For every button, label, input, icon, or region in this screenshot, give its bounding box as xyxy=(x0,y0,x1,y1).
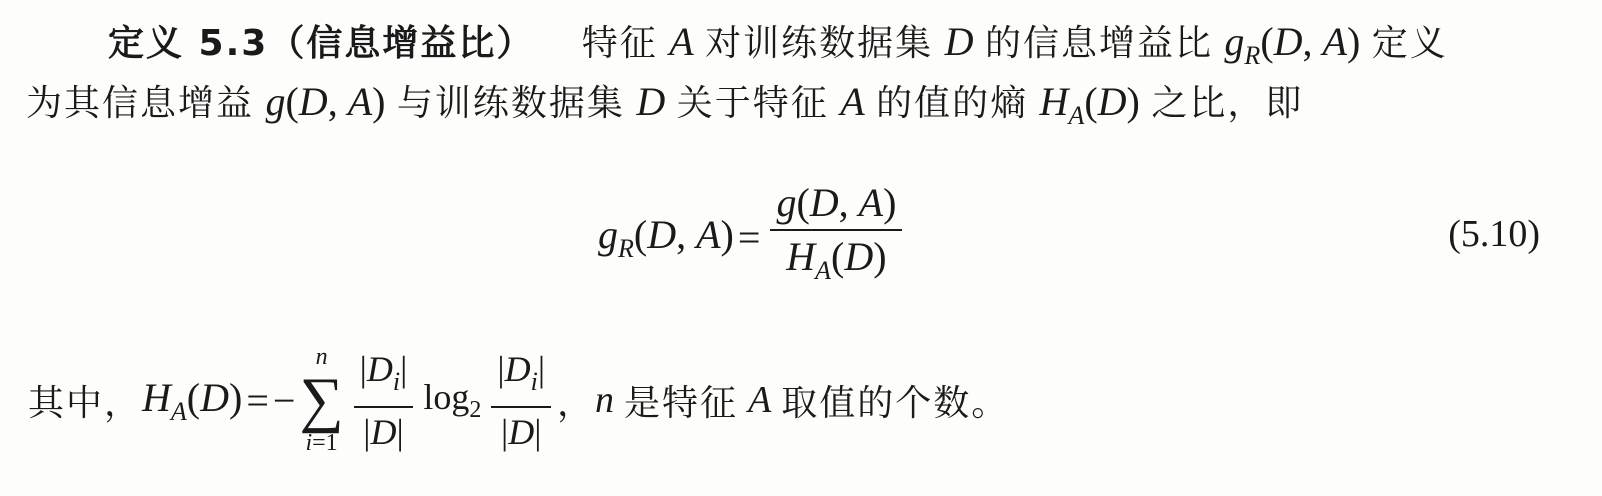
symbol-D: D xyxy=(636,79,666,124)
gain-ratio-equation xyxy=(598,182,908,292)
symbol-n: n xyxy=(595,379,615,421)
equals-sign: = xyxy=(737,214,761,260)
where-suffix-c: 取值的个数。 xyxy=(781,382,1010,424)
where-prefix: 其中， xyxy=(28,382,143,424)
symbol-A: A xyxy=(748,379,772,421)
sum-lower-limit: i=1 xyxy=(305,430,338,456)
line1-text-a: 特征 xyxy=(581,23,658,64)
line1-text-b: 对训练数据集 xyxy=(705,23,934,64)
line2-text-a: 为其信息增益 xyxy=(26,83,255,124)
equation-lhs: $g_R(D$, A) xyxy=(598,211,734,263)
equals-sign: = xyxy=(246,377,269,423)
symbol-A: A xyxy=(840,79,865,124)
fraction-denominator: $H_A(D)$ xyxy=(786,234,887,285)
summation xyxy=(299,344,343,456)
entropy-inline: $H_A(D)$ xyxy=(1039,79,1140,130)
equation-number: (5.10) xyxy=(1448,213,1540,255)
sigma-symbol: ∑ xyxy=(299,366,344,434)
symbol-D: D xyxy=(944,19,974,64)
where-line xyxy=(28,335,1009,465)
entropy-lhs: $H_A(D)$ xyxy=(142,374,243,426)
fraction-numerator: g(D, A) xyxy=(776,180,897,225)
definition-line-2 xyxy=(26,78,1303,140)
where-suffix-a: ， xyxy=(557,382,596,424)
minus-sign: − xyxy=(272,377,296,423)
symbol-A: A xyxy=(669,19,694,64)
gain-ratio-inline: $g_R(D$, A) xyxy=(1224,19,1361,70)
ratio-fraction-1: $\frac{|D_i|}{|D|}$ xyxy=(354,349,414,452)
line2-text-d: 的值的熵 xyxy=(876,83,1029,124)
line1-text-c: 的信息增益比 xyxy=(984,23,1213,64)
equation-fraction xyxy=(770,181,902,293)
info-gain-inline: g(D, A) xyxy=(265,79,386,124)
where-suffix-b: 是特征 xyxy=(624,382,739,424)
line2-text-b: 与训练数据集 xyxy=(396,83,625,124)
line1-text-d: 定义 xyxy=(1371,23,1448,64)
ratio-fraction-2: $\frac{|D_i|}{|D|}$ xyxy=(491,349,551,452)
line2-text-e: 之比，即 xyxy=(1151,83,1304,124)
log-base-2: $\log_2$ xyxy=(423,377,482,423)
definition-label: 定义 5.3 xyxy=(108,23,269,64)
definition-title: （信息增益比） xyxy=(268,23,535,64)
sum-upper-limit: n xyxy=(315,344,328,370)
line2-text-c: 关于特征 xyxy=(676,83,829,124)
definition-line-1 xyxy=(108,18,1448,80)
